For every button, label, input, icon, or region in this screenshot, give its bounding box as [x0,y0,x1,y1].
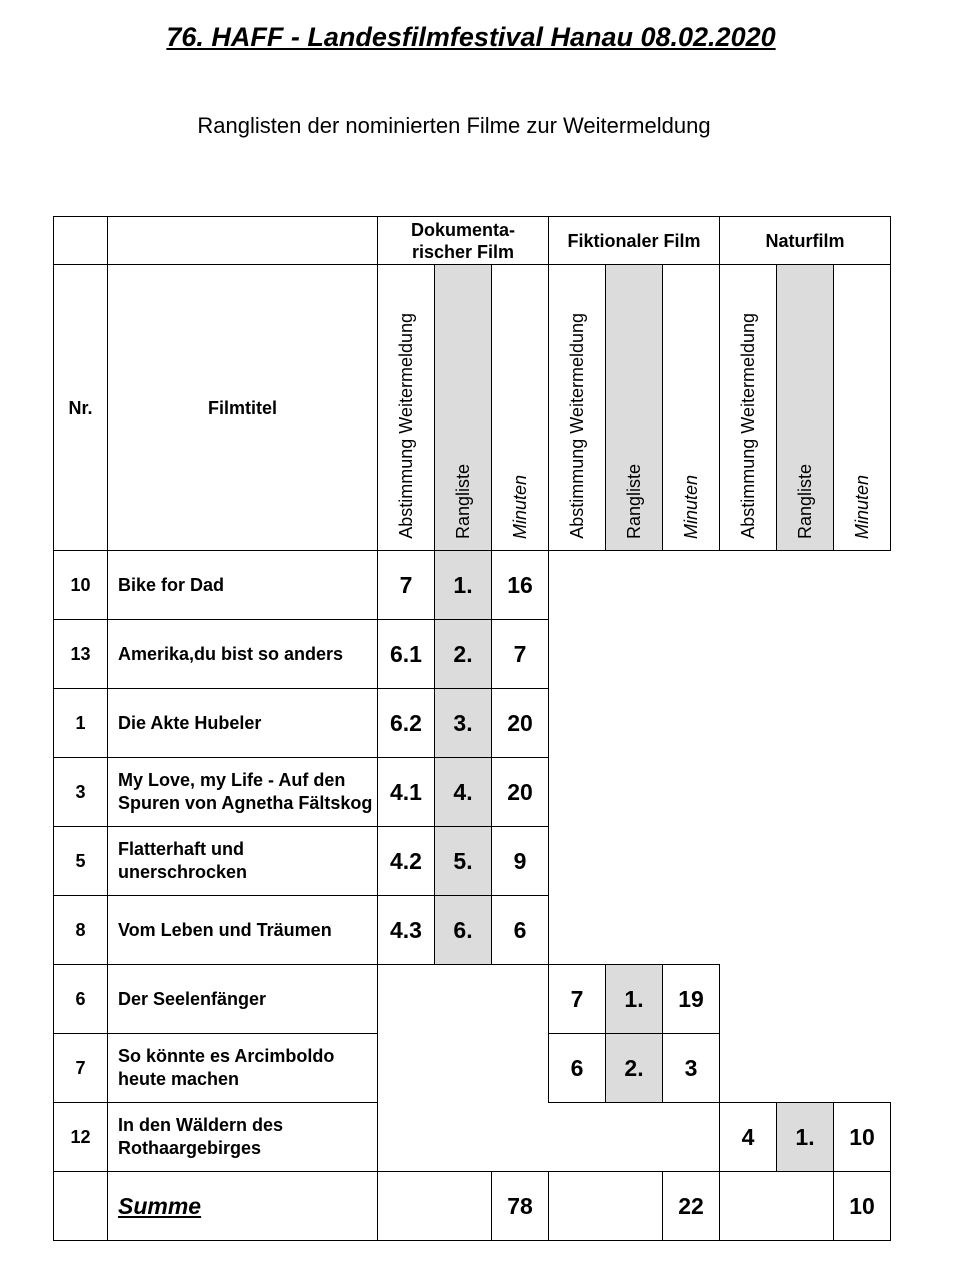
header-doku-minuten [492,265,549,551]
row-rangliste: 4. [435,758,492,827]
table-row [54,1103,891,1172]
row-minuten: 9 [492,827,549,896]
row-nr: 7 [54,1034,108,1103]
header-empty-title [108,217,378,265]
row-rangliste: 1. [777,1103,834,1172]
table-row [54,551,891,620]
header-doku-abstimmung-text: Abstimmung Weitermeldung [395,313,416,539]
row-title: Flatterhaft und unerschrocken [108,827,378,896]
row-nr: 12 [54,1103,108,1172]
header-filmtitel: Filmtitel [108,265,378,551]
summe-empty [378,1172,435,1241]
row-minuten: 16 [492,551,549,620]
header-natur-minuten-text: Minuten [851,474,872,539]
row-nr: 3 [54,758,108,827]
page-title: 76. HAFF - Landesfilmfestival Hanau 08.02.2020 [166,22,776,52]
row-abstimmung: 4.3 [378,896,435,965]
header-natur-abstimmung-text: Abstimmung Weitermeldung [737,313,758,539]
header-fiktion-abstimmung-text: Abstimmung Weitermeldung [566,313,587,539]
header-natur-abstimmung [720,265,777,551]
header-natur-minuten [834,265,891,551]
row-rangliste: 3. [435,689,492,758]
row-minuten: 3 [663,1034,720,1103]
ranking-table [53,216,891,1241]
row-nr: 6 [54,965,108,1034]
row-nr: 13 [54,620,108,689]
summe-empty [720,1172,777,1241]
header-doku-rangliste-text: Rangliste [452,463,473,539]
header-doku-minuten-text: Minuten [509,474,530,539]
row-title: In den Wäldern des Rothaargebirges [108,1103,378,1172]
header-fiktion-rangliste [606,265,663,551]
row-abstimmung: 4.1 [378,758,435,827]
header-fiktion-minuten-text: Minuten [680,474,701,539]
row-rangliste: 5. [435,827,492,896]
empty-area [549,551,891,965]
summe-doku: 78 [492,1172,549,1241]
row-rangliste: 2. [435,620,492,689]
header-fiktion-rangliste-text: Rangliste [623,463,644,539]
summe-empty [435,1172,492,1241]
row-abstimmung: 7 [378,551,435,620]
row-nr: 8 [54,896,108,965]
group-natur: Naturfilm [720,217,891,265]
header-fiktion-abstimmung [549,265,606,551]
row-rangliste: 1. [435,551,492,620]
empty-block [378,1103,720,1172]
header-natur-rangliste-text: Rangliste [794,463,815,539]
empty-doku-block [378,965,549,1103]
header-doku-abstimmung [378,265,435,551]
row-minuten: 6 [492,896,549,965]
row-nr: 1 [54,689,108,758]
row-title: Amerika,du bist so anders [108,620,378,689]
header-fiktion-minuten [663,265,720,551]
row-minuten: 7 [492,620,549,689]
row-title: My Love, my Life - Auf den Spuren von Agnetha Fältskog [108,758,378,827]
row-rangliste: 6. [435,896,492,965]
row-title: Der Seelenfänger [108,965,378,1034]
summe-fiktion: 22 [663,1172,720,1241]
row-abstimmung: 4 [720,1103,777,1172]
header-natur-rangliste [777,265,834,551]
page-subtitle: Ranglisten der nominierten Filme zur Weitermeldung [197,113,711,138]
row-minuten: 20 [492,758,549,827]
row-title: Vom Leben und Träumen [108,896,378,965]
summe-empty-nr [54,1172,108,1241]
row-nr: 5 [54,827,108,896]
header-doku-rangliste [435,265,492,551]
row-abstimmung: 6.1 [378,620,435,689]
summe-empty [777,1172,834,1241]
row-minuten: 10 [834,1103,891,1172]
row-abstimmung: 6 [549,1034,606,1103]
row-rangliste: 2. [606,1034,663,1103]
empty-area [720,965,891,1103]
row-minuten: 20 [492,689,549,758]
header-empty-nr [54,217,108,265]
row-abstimmung: 4.2 [378,827,435,896]
summe-natur: 10 [834,1172,891,1241]
row-title: Die Akte Hubeler [108,689,378,758]
group-fiktion: Fiktionaler Film [549,217,720,265]
row-rangliste: 1. [606,965,663,1034]
row-abstimmung: 6.2 [378,689,435,758]
column-header-row [54,265,891,551]
group-doku [378,217,549,265]
group-doku-line2: rischer Film [411,241,515,262]
table-row [54,965,891,1034]
row-minuten: 19 [663,965,720,1034]
row-title: So könnte es Arcimboldo heute machen [108,1034,378,1103]
row-nr: 10 [54,551,108,620]
group-doku-line1: Dokumenta- [410,219,515,240]
summe-row [54,1172,891,1241]
header-nr: Nr. [54,265,108,551]
row-abstimmung: 7 [549,965,606,1034]
summe-empty [606,1172,663,1241]
summe-label: Summe [108,1172,378,1241]
row-title: Bike for Dad [108,551,378,620]
summe-empty [549,1172,606,1241]
group-header-row [54,217,891,265]
